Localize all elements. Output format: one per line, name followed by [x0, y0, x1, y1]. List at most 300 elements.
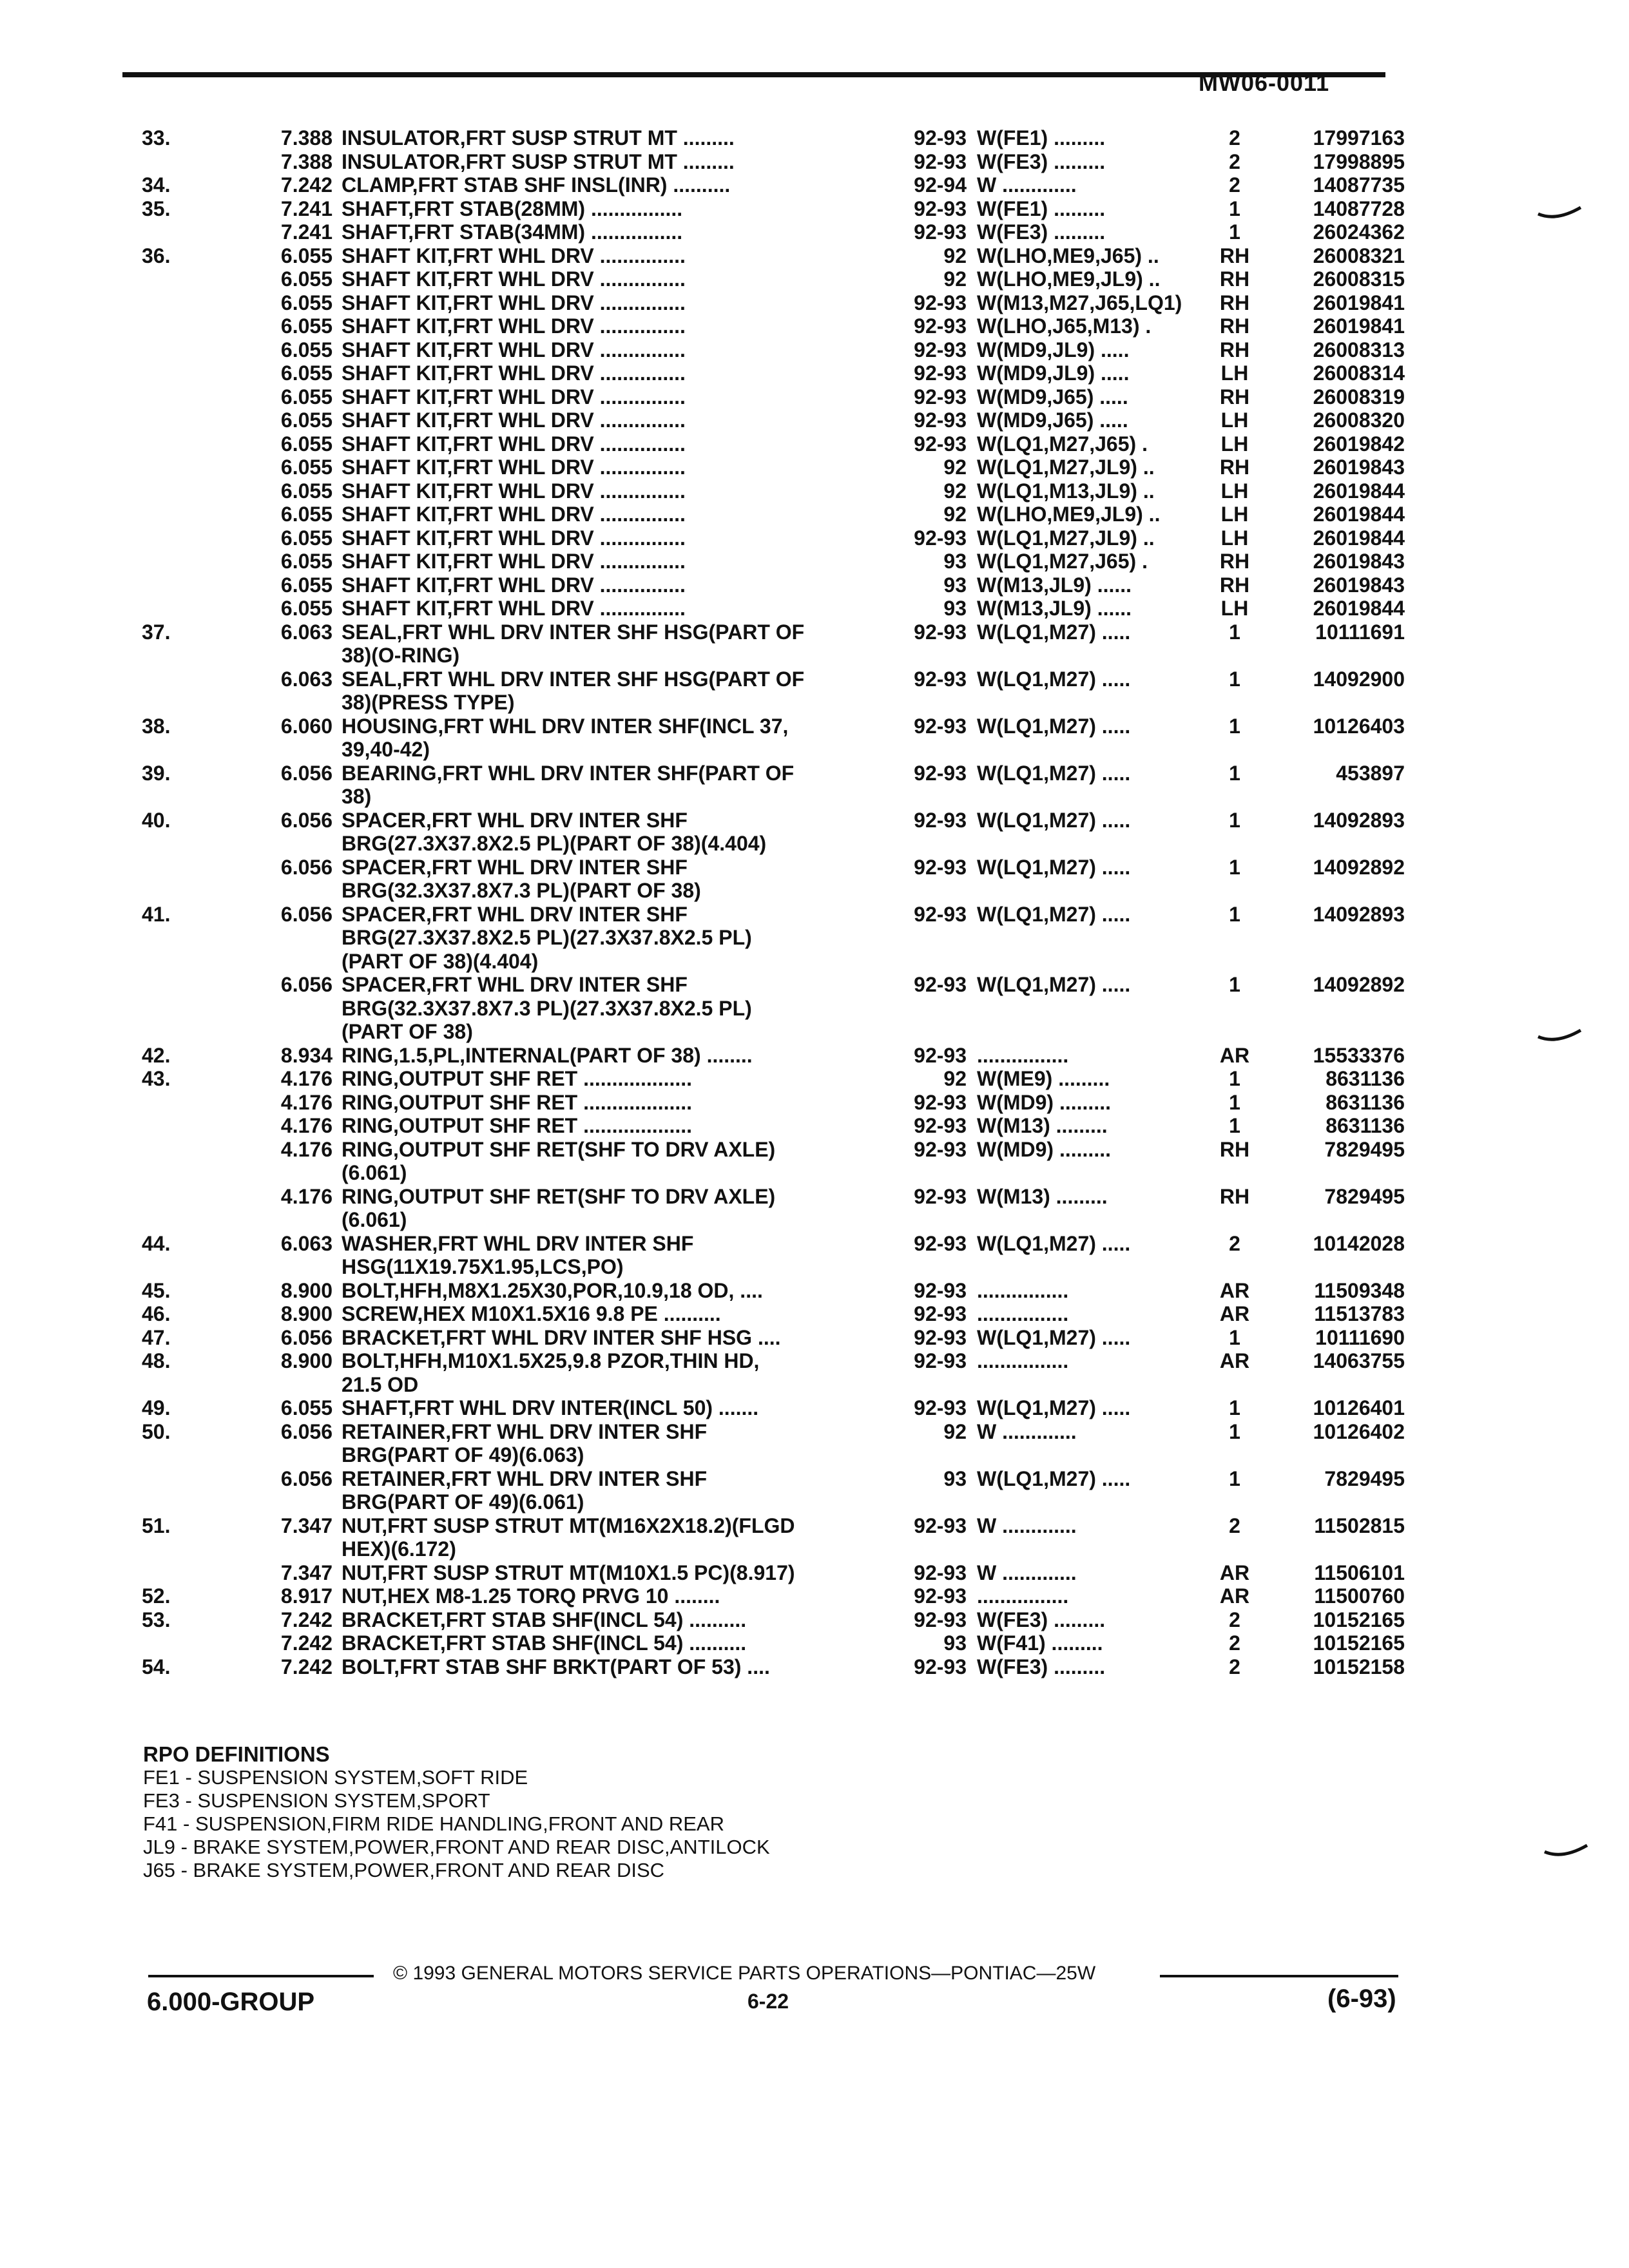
catalog-group: 6.056	[280, 808, 333, 832]
part-detail: ,FRT WHL DRV INTER SHF HSG(PART OF	[396, 620, 805, 644]
part-number: 26008315	[1313, 267, 1405, 291]
quantity: 1	[1229, 714, 1240, 738]
model-year: 92-93	[914, 197, 967, 220]
quantity: AR	[1219, 1043, 1250, 1067]
part-row	[142, 762, 1405, 809]
part-name: RING	[342, 1137, 393, 1161]
model-year: 92-93	[914, 620, 967, 644]
model-year: 92-93	[914, 1396, 967, 1419]
description-line	[342, 1067, 901, 1091]
part-number: 17998895	[1313, 149, 1405, 173]
item-number: 42.	[142, 1043, 171, 1067]
usage-code	[977, 503, 1208, 526]
description-continuation: BRG(27.3X37.8X2.5 PL)(27.3X37.8X2.5 PL)	[342, 926, 752, 949]
part-number: 26008321	[1313, 244, 1405, 267]
description-continuation: 39,40-42)	[342, 738, 430, 761]
catalog-group: 6.060	[280, 714, 333, 738]
model-year: 92-93	[914, 667, 967, 691]
catalog-group: 6.056	[280, 1466, 333, 1490]
part-name: SHAFT KIT	[342, 338, 447, 361]
item-number: 47.	[142, 1325, 171, 1349]
part-detail: ,OUTPUT SHF RET ...................	[393, 1067, 693, 1090]
part-description	[342, 338, 901, 362]
description-line	[342, 1232, 901, 1256]
usage-code	[977, 385, 1208, 409]
model-year: 92-94	[914, 173, 967, 197]
usage-code	[977, 573, 1208, 597]
part-detail: ,FRT WHL DRV INTER SHF	[445, 1419, 708, 1443]
part-description	[342, 314, 901, 338]
part-detail: ,FRT WHL DRV INTER SHF	[432, 1231, 694, 1255]
part-description	[342, 150, 901, 174]
model-year: 92-93	[914, 1184, 967, 1208]
part-detail: ,OUTPUT SHF RET ...................	[393, 1114, 693, 1137]
part-detail: ,FRT WHL DRV INTER SHF HSG(PART OF	[396, 667, 805, 691]
catalog-group: 6.056	[280, 855, 333, 879]
quantity: AR	[1219, 1349, 1250, 1372]
usage-line: W(M13,JL9) ......	[977, 597, 1132, 620]
description-line	[342, 573, 901, 597]
model-year: 92-93	[914, 1137, 967, 1161]
part-name: SHAFT KIT	[342, 385, 447, 408]
quantity: 1	[1229, 1466, 1240, 1490]
part-row	[142, 526, 1405, 550]
part-row	[142, 1302, 1405, 1326]
quantity: RH	[1219, 456, 1250, 479]
quantity: RH	[1219, 291, 1250, 314]
part-row	[142, 408, 1405, 432]
usage-code	[977, 620, 1208, 644]
description-continuation: BRG(PART OF 49)(6.061)	[342, 1490, 584, 1514]
model-year: 92-93	[914, 1561, 967, 1584]
part-row	[142, 1396, 1405, 1420]
document-id: MW06-0011	[1199, 70, 1330, 96]
part-number: 26008320	[1313, 408, 1405, 432]
usage-line: W(F41) .........	[977, 1631, 1103, 1655]
usage-line: W(LHO,J65,M13) .	[977, 314, 1152, 338]
top-rule	[122, 72, 1385, 77]
part-row	[142, 809, 1405, 856]
model-year: 92-93	[914, 149, 967, 173]
usage-line: W .............	[977, 1514, 1077, 1537]
quantity: 1	[1229, 667, 1240, 691]
part-name: SHAFT KIT	[342, 244, 447, 267]
part-number: 10111691	[1315, 620, 1405, 644]
part-name: RING	[342, 1114, 393, 1137]
part-name: RING	[342, 1043, 393, 1067]
part-name: BOLT	[342, 1278, 394, 1302]
catalog-group: 6.056	[280, 902, 333, 926]
part-description	[342, 1067, 901, 1091]
part-description	[342, 1279, 901, 1303]
usage-line: W(M13) .........	[977, 1184, 1108, 1208]
usage-line: ................	[977, 1043, 1069, 1067]
part-row	[142, 126, 1405, 150]
part-number: 26019843	[1313, 573, 1405, 597]
description-line	[342, 1631, 901, 1655]
usage-line: W(MD9) .........	[977, 1090, 1111, 1114]
part-name: SHAFT KIT	[342, 479, 447, 503]
part-row	[142, 1631, 1405, 1655]
description-line	[342, 1138, 901, 1162]
catalog-group: 6.055	[280, 526, 333, 550]
part-detail: ,FRT WHL DRV ...............	[447, 408, 686, 432]
model-year: 93	[943, 1466, 967, 1490]
usage-code	[977, 903, 1208, 927]
part-description	[342, 1561, 901, 1585]
part-name: BOLT	[342, 1349, 394, 1372]
item-number: 46.	[142, 1302, 171, 1325]
model-year: 92-93	[914, 408, 967, 432]
part-detail: ,OUTPUT SHF RET ...................	[393, 1090, 693, 1114]
part-row	[142, 267, 1405, 291]
parts-list	[142, 126, 1405, 1678]
description-line	[342, 503, 901, 526]
rpo-item: FE3 - SUSPENSION SYSTEM,SPORT	[143, 1789, 490, 1812]
model-year: 92-93	[914, 1325, 967, 1349]
part-description	[342, 1396, 901, 1420]
part-detail: ,FRT WHL DRV INTER SHF(INCL 37,	[438, 714, 789, 738]
part-detail: ,FRT WHL DRV INTER(INCL 50) .......	[408, 1396, 759, 1419]
usage-line: W(LHO,ME9,JL9) ..	[977, 267, 1161, 291]
part-number: 14092892	[1313, 855, 1405, 879]
part-row	[142, 1091, 1405, 1115]
part-row	[142, 973, 1405, 1044]
part-description	[342, 573, 901, 597]
part-row	[142, 1584, 1405, 1608]
description-line	[342, 1396, 901, 1420]
quantity: 1	[1229, 902, 1240, 926]
part-number: 26019844	[1313, 597, 1405, 620]
usage-code	[977, 973, 1208, 997]
part-row	[142, 1114, 1405, 1138]
part-detail: ,FRT STAB SHF(INCL 54) ..........	[439, 1608, 747, 1631]
part-name: SHAFT KIT	[342, 314, 447, 338]
description-line	[342, 856, 901, 879]
model-year: 93	[943, 1631, 967, 1655]
part-row	[142, 1138, 1405, 1185]
usage-code	[977, 1091, 1208, 1115]
part-number: 26019844	[1313, 479, 1405, 503]
catalog-group: 6.055	[280, 244, 333, 267]
part-row	[142, 715, 1405, 762]
part-number: 14063755	[1313, 1349, 1405, 1372]
description-line	[342, 1608, 901, 1632]
catalog-group: 7.347	[280, 1514, 333, 1537]
part-detail: ,FRT WHL DRV INTER SHF	[425, 855, 688, 879]
part-row	[142, 291, 1405, 315]
model-year: 92-93	[914, 126, 967, 149]
part-name: SHAFT KIT	[342, 267, 447, 291]
catalog-group: 6.055	[280, 432, 333, 456]
part-number: 26019844	[1313, 526, 1405, 550]
part-name: RING	[342, 1090, 393, 1114]
usage-line: W(FE3) .........	[977, 149, 1106, 173]
part-name: WASHER	[342, 1231, 432, 1255]
part-detail: ,FRT WHL DRV INTER SHF HSG ....	[439, 1325, 781, 1349]
part-description	[342, 1514, 901, 1561]
part-name: SPACER	[342, 902, 426, 926]
part-detail: ,FRT WHL DRV ...............	[447, 291, 686, 314]
quantity: 1	[1229, 1325, 1240, 1349]
model-year: 92-93	[914, 1514, 967, 1537]
part-name: NUT	[342, 1561, 382, 1584]
part-detail: ,FRT WHL DRV ...............	[447, 573, 686, 597]
description-continuation: BRG(32.3X37.8X7.3 PL)(27.3X37.8X2.5 PL)	[342, 996, 752, 1020]
part-detail: ,FRT STAB(34MM) ................	[408, 220, 683, 244]
item-number: 53.	[142, 1608, 171, 1631]
quantity: RH	[1219, 1184, 1250, 1208]
quantity: LH	[1220, 361, 1249, 385]
usage-code	[977, 361, 1208, 385]
part-row	[142, 432, 1405, 456]
usage-code	[977, 1138, 1208, 1162]
part-row	[142, 597, 1405, 620]
part-number: 10152165	[1313, 1608, 1405, 1631]
item-number: 44.	[142, 1231, 171, 1255]
part-number: 26008319	[1313, 385, 1405, 408]
part-description	[342, 479, 901, 503]
footer-rule-right	[1160, 1975, 1398, 1977]
catalog-group: 6.055	[280, 267, 333, 291]
part-name: RING	[342, 1067, 393, 1090]
part-detail: ,FRT SUSP STRUT MT(M10X1.5 PC)(8.917)	[381, 1561, 795, 1584]
rpo-item: F41 - SUSPENSION,FIRM RIDE HANDLING,FRONT AND REAR	[143, 1812, 724, 1835]
model-year: 92-93	[914, 432, 967, 456]
usage-code	[977, 408, 1208, 432]
quantity: 1	[1229, 1067, 1240, 1090]
usage-code	[977, 1420, 1208, 1444]
model-year: 92-93	[914, 1584, 967, 1608]
part-description	[342, 385, 901, 409]
description-continuation: BRG(27.3X37.8X2.5 PL)(PART OF 38)(4.404)	[342, 832, 767, 855]
part-detail: ,FRT WHL DRV ...............	[447, 479, 686, 503]
part-detail: ,OUTPUT SHF RET(SHF TO DRV AXLE)	[393, 1137, 776, 1161]
quantity: 1	[1229, 220, 1240, 244]
catalog-group: 4.176	[280, 1184, 333, 1208]
usage-line: W(M13) .........	[977, 1114, 1108, 1137]
usage-line: W .............	[977, 1419, 1077, 1443]
description-line	[342, 1584, 901, 1608]
description-line	[342, 338, 901, 362]
usage-code	[977, 1608, 1208, 1632]
catalog-group: 7.347	[280, 1561, 333, 1584]
quantity: LH	[1220, 479, 1249, 503]
part-row	[142, 361, 1405, 385]
quantity: 1	[1229, 1090, 1240, 1114]
part-description	[342, 432, 901, 456]
part-description	[342, 1302, 901, 1326]
part-detail: ,FRT WHL DRV ...............	[447, 503, 686, 526]
part-description	[342, 1138, 901, 1185]
item-number: 33.	[142, 126, 171, 149]
part-row	[142, 550, 1405, 573]
usage-code	[977, 1067, 1208, 1091]
usage-code	[977, 1655, 1208, 1679]
part-row	[142, 856, 1405, 903]
model-year: 92-93	[914, 1043, 967, 1067]
catalog-group: 6.055	[280, 314, 333, 338]
usage-line: W(LQ1,M27) .....	[977, 808, 1131, 832]
usage-line: W(M13,M27,J65,	[977, 291, 1135, 314]
usage-code	[977, 267, 1208, 291]
part-name: SHAFT KIT	[342, 456, 447, 479]
rpo-item: FE1 - SUSPENSION SYSTEM,SOFT RIDE	[143, 1766, 528, 1789]
usage-code	[977, 597, 1208, 620]
usage-line: W(LHO,ME9,JL9) ..	[977, 503, 1161, 526]
part-detail: ,1.5,PL,INTERNAL(PART OF 38) ........	[393, 1043, 753, 1067]
description-line	[342, 973, 901, 997]
part-row	[142, 1608, 1405, 1632]
quantity: 2	[1229, 126, 1240, 149]
model-year: 92-93	[914, 361, 967, 385]
part-detail: ,FRT WHL DRV ...............	[447, 550, 686, 573]
usage-line: W(LQ1,M27) .....	[977, 1325, 1131, 1349]
description-line	[342, 762, 901, 785]
usage-code	[977, 1302, 1208, 1326]
description-line	[342, 1349, 901, 1373]
quantity: RH	[1219, 573, 1250, 597]
model-year: 92-93	[914, 1090, 967, 1114]
model-year: 92-93	[914, 1608, 967, 1631]
part-row	[142, 620, 1405, 668]
description-line	[342, 456, 901, 479]
item-number: 51.	[142, 1514, 171, 1537]
usage-code	[977, 1044, 1208, 1068]
part-name: RETAINER	[342, 1466, 446, 1490]
part-name: SHAFT	[342, 220, 409, 244]
catalog-group: 6.055	[280, 291, 333, 314]
quantity: 1	[1229, 973, 1240, 996]
usage-code	[977, 762, 1208, 785]
usage-code	[977, 1584, 1208, 1608]
description-line	[342, 715, 901, 738]
model-year: 92-93	[914, 1231, 967, 1255]
usage-line: ................	[977, 1302, 1069, 1325]
usage-line: W(FE3) .........	[977, 1608, 1106, 1631]
part-description	[342, 1631, 901, 1655]
description-line	[342, 1514, 901, 1538]
part-name: SHAFT KIT	[342, 408, 447, 432]
usage-line: W(LQ1,M27) .....	[977, 1396, 1131, 1419]
usage-line: W .............	[977, 1561, 1077, 1584]
part-detail: ,FRT WHL DRV INTER SHF	[425, 808, 688, 832]
part-description	[342, 1185, 901, 1232]
catalog-group: 6.056	[280, 1419, 333, 1443]
part-description	[342, 408, 901, 432]
part-detail: ,FRT SUSP STRUT MT .........	[459, 126, 735, 149]
model-year: 92-93	[914, 1114, 967, 1137]
quantity: RH	[1219, 338, 1250, 361]
check-mark-icon	[1537, 205, 1582, 224]
description-continuation: 38)(PRESS TYPE)	[342, 691, 515, 714]
usage-code	[977, 244, 1208, 268]
part-description	[342, 173, 901, 197]
usage-line: W(ME9) .........	[977, 1067, 1110, 1090]
catalog-group: 6.056	[280, 1325, 333, 1349]
quantity: LH	[1220, 503, 1249, 526]
part-row	[142, 314, 1405, 338]
model-year: 92-93	[914, 902, 967, 926]
description-continuation: BRG(PART OF 49)(6.063)	[342, 1443, 584, 1466]
part-number: 11506101	[1314, 1561, 1405, 1584]
model-year: 92	[943, 244, 967, 267]
part-detail: ,FRT WHL DRV INTER SHF	[425, 902, 688, 926]
item-number: 34.	[142, 173, 171, 197]
usage-code	[977, 456, 1208, 479]
part-row	[142, 1655, 1405, 1679]
catalog-group: 6.056	[280, 761, 333, 785]
part-name: SPACER	[342, 855, 426, 879]
usage-line: ................	[977, 1584, 1069, 1608]
part-row	[142, 220, 1405, 244]
part-description	[342, 1091, 901, 1115]
quantity: AR	[1219, 1584, 1250, 1608]
usage-line: W(FE1) .........	[977, 197, 1106, 220]
usage-line: W(LQ1,M27,J65) .	[977, 432, 1148, 456]
model-year: 92	[943, 1419, 967, 1443]
part-name: SHAFT	[342, 1396, 409, 1419]
catalog-group: 8.900	[280, 1349, 333, 1372]
part-number: 10126403	[1313, 714, 1405, 738]
quantity: 1	[1229, 1396, 1240, 1419]
part-detail: ,HEX M8-1.25 TORQ PRVG 10 ........	[381, 1584, 720, 1608]
part-name: BRACKET	[342, 1608, 440, 1631]
part-number: 14087728	[1313, 197, 1405, 220]
catalog-group: 7.242	[280, 1655, 333, 1678]
catalog-group: 4.176	[280, 1114, 333, 1137]
description-continuation: (6.061)	[342, 1161, 407, 1184]
part-description	[342, 550, 901, 573]
description-line	[342, 1044, 901, 1068]
usage-code	[977, 526, 1208, 550]
quantity: 1	[1229, 1114, 1240, 1137]
part-name: SHAFT KIT	[342, 503, 447, 526]
model-year: 92-93	[914, 526, 967, 550]
part-name: HOUSING	[342, 714, 438, 738]
part-name: SPACER	[342, 808, 426, 832]
part-detail: ,FRT WHL DRV ...............	[447, 244, 686, 267]
description-continuation: 38)(O-RING)	[342, 644, 460, 667]
part-description	[342, 903, 901, 974]
usage-code	[977, 126, 1208, 150]
usage-line: W(LQ1,M27) .....	[977, 973, 1131, 996]
catalog-group: 6.055	[280, 550, 333, 573]
usage-line: W(MD9,J65) .....	[977, 408, 1128, 432]
usage-line: W(FE3) .........	[977, 220, 1106, 244]
part-row	[142, 385, 1405, 409]
description-line	[342, 385, 901, 409]
part-description	[342, 668, 901, 715]
part-description	[342, 126, 901, 150]
quantity: 1	[1229, 197, 1240, 220]
part-name: SEAL	[342, 667, 397, 691]
part-number: 26019841	[1313, 314, 1405, 338]
part-row	[142, 1044, 1405, 1068]
usage-line: W(LQ1,M27) .....	[977, 855, 1131, 879]
quantity: AR	[1219, 1302, 1250, 1325]
description-continuation: 21.5 OD	[342, 1372, 419, 1396]
part-row	[142, 244, 1405, 268]
catalog-group: 6.055	[280, 456, 333, 479]
quantity: AR	[1219, 1561, 1250, 1584]
item-number: 41.	[142, 902, 171, 926]
catalog-group: 7.242	[280, 1631, 333, 1655]
usage-code	[977, 338, 1208, 362]
part-number: 26019841	[1313, 291, 1405, 314]
part-number: 7829495	[1324, 1466, 1405, 1490]
part-description	[342, 244, 901, 268]
